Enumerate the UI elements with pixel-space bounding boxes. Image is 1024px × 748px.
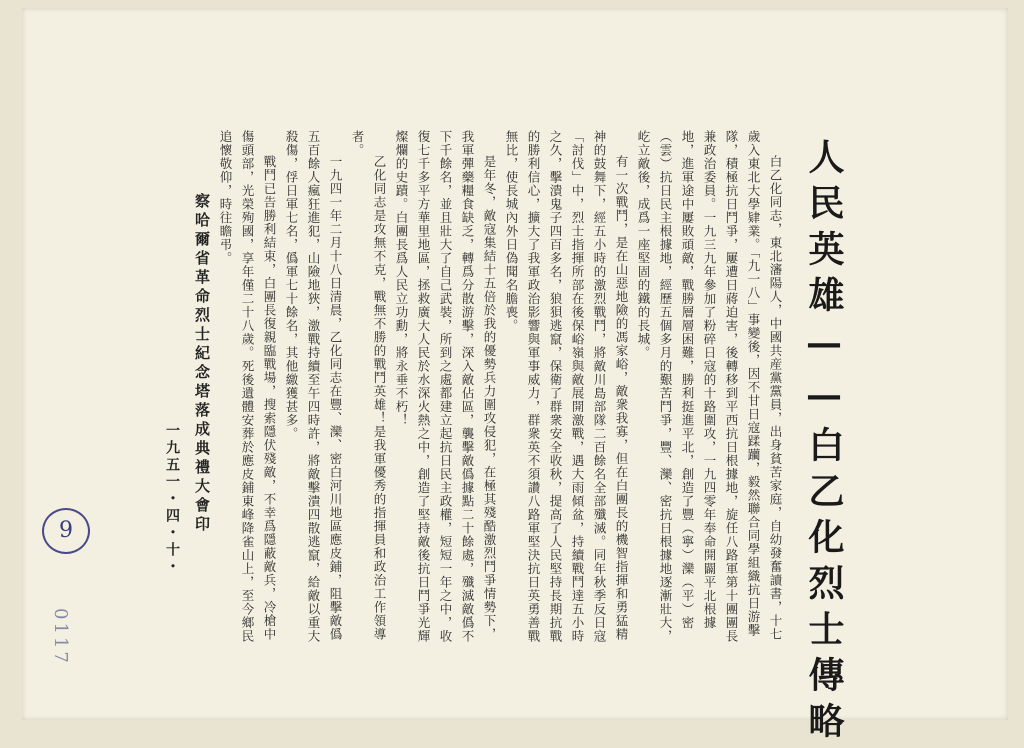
paragraph: 戰鬥已告勝利結束，白團長復親臨戰場，搜索隱伏殘敵，不幸爲隱蔽敵兵，冷槍中傷頭部，光榮殉國，享年僅二十八歲。死後遺體安葬於應皮鋪東峰降雀山上，至今鄉民追懷敬仰，時往瞻弔。: [218, 130, 277, 643]
document-title: 人民英雄——白乙化烈士傳略: [803, 138, 845, 748]
paragraph: 乙化同志是攻無不克，戰無不勝的戰鬥英雄！是我軍優秀的指揮員和政治工作領導者。: [350, 130, 387, 641]
issue-date: 一九五一・四・十・: [164, 423, 180, 576]
circled-number-stamp: 9: [42, 508, 90, 554]
paragraph: 一九四一年二月十八日清晨，乙化同志在豐、灤、密白河川地區應皮鋪，阻擊敵僞五百餘人瘋狂進犯，山險地狹，激戰持續至午四時許，將敵擊潰四散逃竄，給敵以重大殺傷，俘日軍七名，僞軍七十餘名，其他繳獲甚多。: [284, 130, 343, 643]
paragraph: 白乙化同志，東北瀋陽人，中國共産黨黨員，出身貧苦家庭，自幼發奮讀書，十七歲入東北大學肄業。「九一八」事變後，因不甘日寇蹂躪，毅然聯合同學組織抗日游擊隊，積極抗日鬥爭，屢遭日蔣迫害，後轉移到平西抗日根據地，旋任八路軍第十團團長兼政治委員。一九三九年參加了粉碎日寇的十路圍攻，一九四零年奉命開闢平北根據地，進軍途中屢敗頑敵，戰勝層層困難，勝利挺進平北，創造了豐（寧）灤（平）密（雲）抗日民主根據地，經歷五個多月的艱苦鬥爭，豐、灤、密抗日根據地逐漸壯大，屹立敵後，成爲一座堅固的鐵的長城。: [636, 130, 783, 643]
document-sheet: [22, 8, 1008, 748]
archive-number: 0117: [50, 608, 71, 666]
paragraph: 是年冬，敵寇集結十五倍於我的優勢兵力圍攻侵犯，在極其殘酷激烈鬥爭情勢下，我軍彈藥糧食缺乏，轉爲分散游擊，深入敵佔區，襲擊敵僞據點二十餘處，殲滅敵僞不下千餘名，並且壯大了自己武裝，所到之處都建立起抗日民主政權，短短一年之中，收復七千多平方華里地區，拯救廣大人民於水深火熱之中，創造了堅持敵後抗日鬥爭光輝燦爛的史蹟。白團長爲人民立功勳，將永垂不朽！: [394, 130, 497, 643]
document-body: [214, 130, 786, 650]
issuing-organization: 察哈爾省革命烈士紀念塔落成典禮大會印: [193, 193, 211, 535]
paragraph: 有一次戰鬥，是在山惡地險的馮家峪，敵衆我寡，但在白團長的機智指揮和勇猛精神的鼓舞下，經五小時的激烈戰鬥，將敵川島部隊二百餘名全部殲滅。同年秋季反日寇「討伐」中，烈士指揮所部在後保峪嶺與敵展開激戰，遇大雨傾盆，持續戰鬥達五小時之久，擊潰鬼子四百多名，狼狽逃竄，保衛了群衆安全收秋，提高了人民堅持長期抗戰的勝利信心，擴大了我軍政治影響與軍事威力，群衆英不須讚八路軍堅決抗日英勇善戰無比，使長城內外日偽聞名膽喪。: [504, 130, 629, 643]
